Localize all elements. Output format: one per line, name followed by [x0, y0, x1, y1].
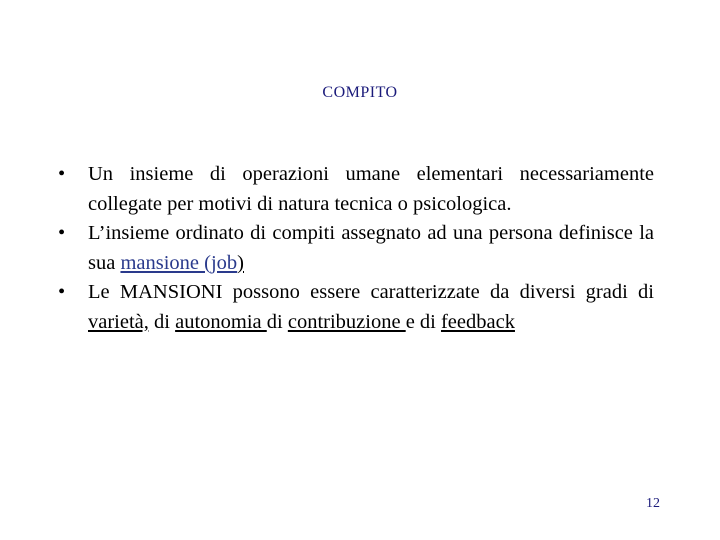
mansione-job-link[interactable]: mansione (job — [120, 251, 238, 274]
bullet-text: e di — [405, 310, 441, 333]
bullet-text: Un insieme di operazioni umane elementari necessariamente collegate per motivi di natura tecnica o psicologica. — [88, 163, 654, 215]
term-feedback: feedback — [440, 310, 515, 333]
bullet-text: di — [266, 310, 288, 333]
bullet-item-2 — [58, 219, 654, 278]
page-number: 12 — [646, 496, 660, 511]
term-contribuzione: contribuzione — [287, 310, 406, 333]
bullet-text: di — [148, 310, 176, 333]
slide-title: COMPITO — [322, 84, 398, 101]
bullet-marker: • — [58, 281, 66, 303]
term-varieta: varietà, — [88, 310, 149, 333]
bullet-list — [58, 160, 654, 337]
bullet-marker: • — [58, 222, 66, 244]
bullet-text: L’insieme ordinato di compiti assegnato ad una persona definisce la sua — [88, 222, 654, 274]
bullet-item-1 — [58, 160, 654, 219]
bullet-text-suffix: ) — [237, 251, 244, 274]
bullet-marker: • — [58, 163, 66, 185]
bullet-item-3 — [58, 278, 654, 337]
term-autonomia: autonomia — [175, 310, 267, 333]
bullet-text: Le MANSIONI possono essere caratterizzate da diversi gradi di — [88, 281, 654, 303]
